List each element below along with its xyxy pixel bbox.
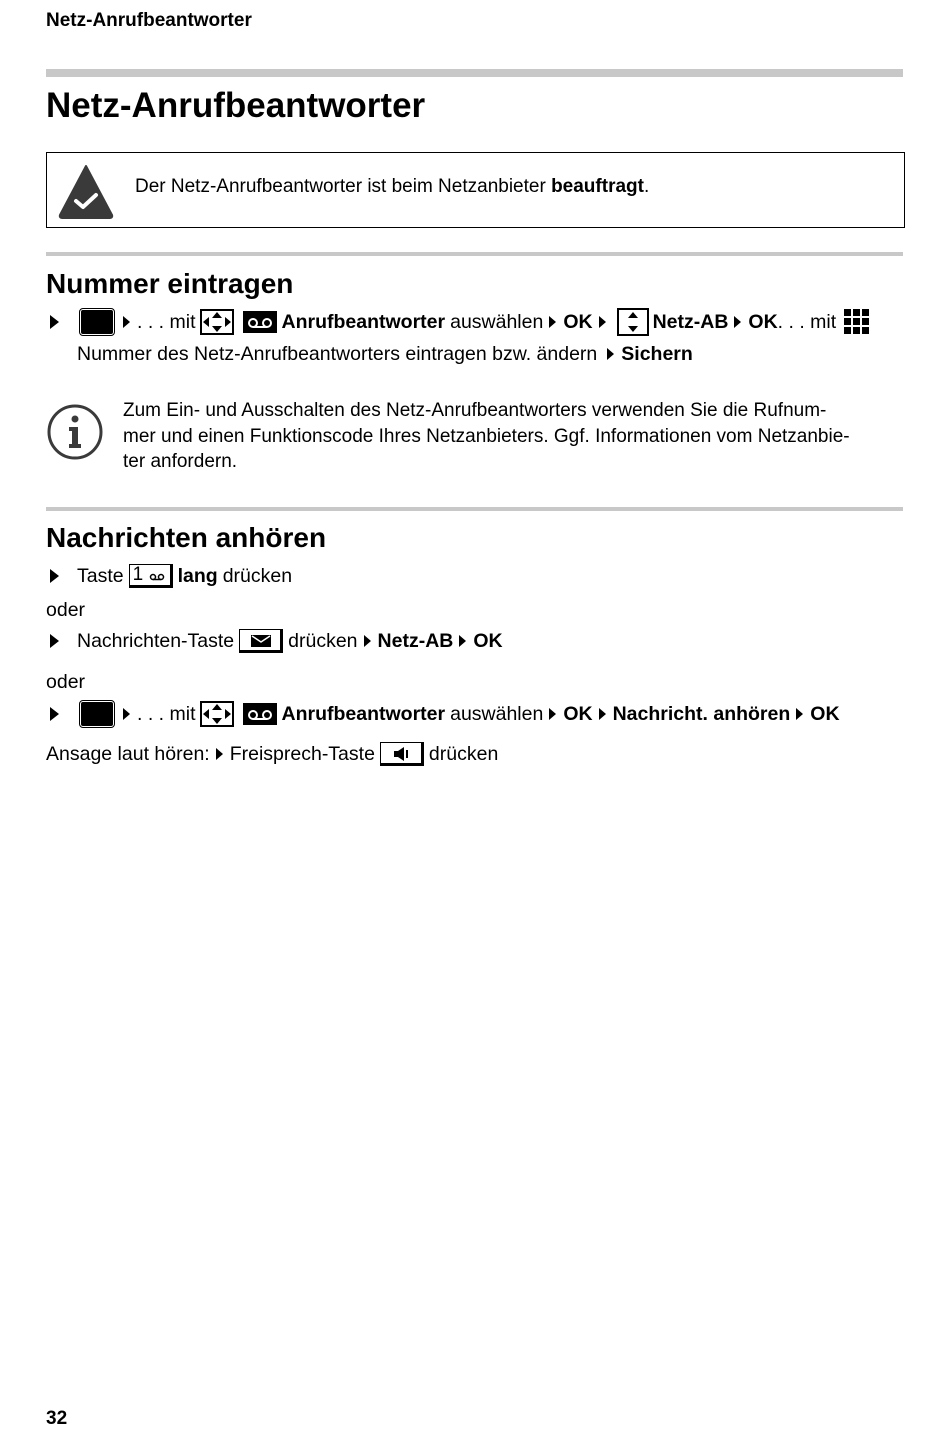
page-number: 32 bbox=[46, 1408, 68, 1429]
instruction-step: Nachrichten-Taste drücken Netz-AB OK bbox=[50, 627, 503, 655]
oder-text: oder bbox=[46, 670, 86, 693]
instruction-step-continued: Nummer des Netz-Anrufbeantworters eintragen bzw. ändern Sichern bbox=[77, 342, 693, 365]
prerequisite-box bbox=[46, 152, 905, 228]
bullet-arrow-icon bbox=[50, 569, 59, 583]
message-key-icon bbox=[239, 629, 283, 653]
info-text: Zum Ein- und Ausschalten des Netz-Anrufbeantworters verwenden Sie die Rufnum- mer und einen Funktionscode Ihres Netzanbieters. Ggf. Informationen vom Netzanbie- ter anfordern. bbox=[123, 400, 850, 472]
navigation-key-icon bbox=[200, 701, 234, 727]
section-divider bbox=[46, 507, 903, 511]
oder-text: oder bbox=[46, 598, 86, 621]
menu-key-icon bbox=[81, 310, 113, 334]
arrow-icon bbox=[734, 316, 741, 328]
prerequisite-text: Der Netz-Anrufbeantworter ist beim Netzanbieter beauftragt. bbox=[135, 176, 650, 197]
answering-machine-icon bbox=[243, 311, 277, 333]
arrow-icon bbox=[599, 708, 606, 720]
speaker-key-icon bbox=[380, 742, 424, 766]
section-title-nachrichten-anhoeren: Nachrichten anhören bbox=[46, 522, 327, 553]
info-icon bbox=[46, 403, 104, 461]
arrow-icon bbox=[459, 635, 466, 647]
arrow-icon bbox=[796, 708, 803, 720]
key-1-voicemail-icon: 1 bbox=[129, 564, 173, 588]
arrow-icon bbox=[549, 316, 556, 328]
arrow-icon bbox=[123, 708, 130, 720]
bullet-arrow-icon bbox=[50, 707, 59, 721]
instruction-step: . . . mit Anrufbeantworter auswählen OK Nachricht. anhören OK bbox=[50, 700, 840, 728]
bullet-arrow-icon bbox=[50, 315, 59, 329]
section-divider bbox=[46, 69, 903, 77]
instruction-step: . . . mit Anrufbeantworter auswählen OK Netz-AB OK . . . mit bbox=[50, 308, 872, 336]
page-title: Netz-Anrufbeantworter bbox=[46, 86, 426, 125]
arrow-icon bbox=[123, 316, 130, 328]
bullet-arrow-icon bbox=[50, 634, 59, 648]
navigation-up-down-icon bbox=[617, 308, 649, 336]
section-title-nummer-eintragen: Nummer eintragen bbox=[46, 268, 294, 299]
menu-key-icon bbox=[81, 702, 113, 726]
answering-machine-icon bbox=[243, 703, 277, 725]
arrow-icon bbox=[216, 748, 223, 760]
arrow-icon bbox=[607, 348, 614, 360]
instruction-step: Taste 1 lang drücken bbox=[50, 562, 292, 590]
keypad-icon bbox=[842, 307, 872, 337]
section-divider bbox=[46, 252, 903, 256]
instruction-ansage: Ansage laut hören: Freisprech-Taste drücken bbox=[46, 742, 499, 765]
arrow-icon bbox=[549, 708, 556, 720]
arrow-icon bbox=[599, 316, 606, 328]
arrow-icon bbox=[364, 635, 371, 647]
running-header: Netz-Anrufbeantworter bbox=[46, 10, 252, 31]
prerequisite-check-icon bbox=[57, 163, 115, 221]
navigation-key-icon bbox=[200, 309, 234, 335]
